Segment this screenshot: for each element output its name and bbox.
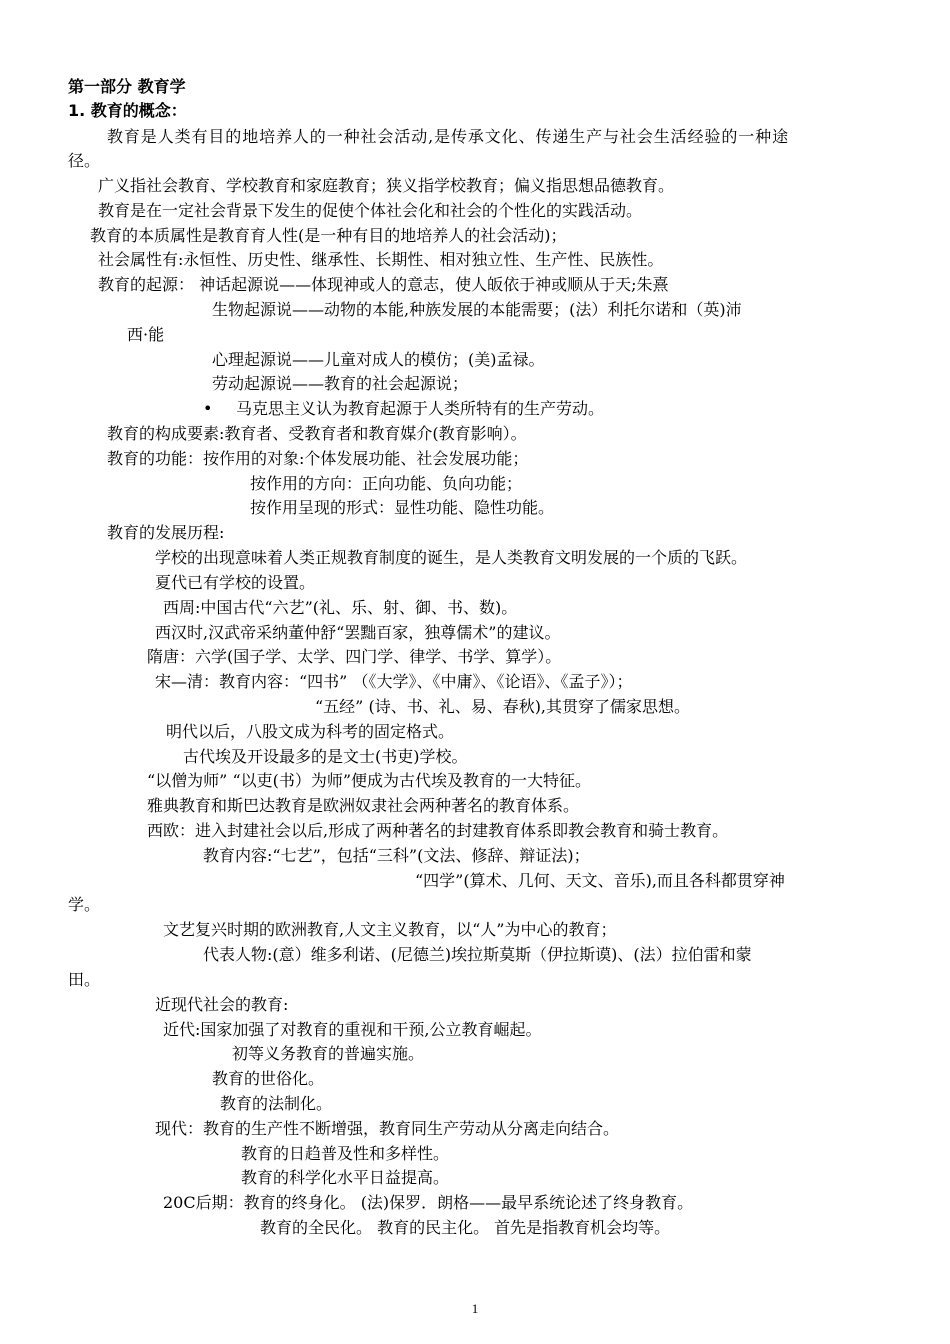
text-line: 教育的起源： 神话起源说——体现神或人的意志，使人皈依于神或顺从于天;朱熹	[98, 275, 669, 294]
text-line: 教育的日趋普及性和多样性。	[241, 1144, 450, 1163]
text-line: 教育的法制化。	[220, 1094, 333, 1113]
text-line: 近现代社会的教育:	[155, 995, 289, 1014]
text-line: 教育的功能：按作用的对象:个体发展功能、社会发展功能；	[107, 449, 529, 468]
text-line: 代表人物:(意）维多利诺、(尼德兰)埃拉斯莫斯（伊拉斯谟)、(法）拉伯雷和蒙	[203, 945, 752, 964]
part-title: 第一部分 教育学	[68, 77, 186, 96]
text-line: 教育的构成要素:教育者、受教育者和教育媒介(教育影响）。	[107, 424, 527, 443]
text-line: 西欧：进入封建社会以后,形成了两种著名的封建教育体系即教会教育和骑士教育。	[147, 821, 729, 840]
text-line: 20C后期：教育的终身化。 (法)保罗．朗格——最早系统论述了终身教育。	[163, 1193, 694, 1212]
text-line: 西汉时,汉武帝采纳董仲舒“罢黜百家，独尊儒术”的建议。	[155, 623, 561, 642]
text-line: 教育的世俗化。	[212, 1069, 325, 1088]
text-line: 学。	[68, 895, 101, 914]
text-line: 古代埃及开设最多的是文士(书吏)学校。	[183, 747, 468, 766]
text-line: 西·能	[127, 325, 165, 344]
text-line: 现代：教育的生产性不断增强，教育同生产劳动从分离走向结合。	[155, 1119, 620, 1138]
text-line: 西周:中国古代“六艺”(礼、乐、射、御、书、数)。	[163, 598, 518, 617]
text-line: “五经” (诗、书、礼、易、春秋),其贯穿了儒家思想。	[315, 697, 691, 716]
text-line: “以僧为师” “以吏(书）为师”便成为古代埃及教育的一大特征。	[147, 771, 592, 790]
text-line: 教育的科学化水平日益提高。	[241, 1168, 450, 1187]
text-line: 广义指社会教育、学校教育和家庭教育；狭义指学校教育；偏义指思想品德教育。	[98, 176, 675, 195]
text-line: 心理起源说——儿童对成人的模仿；(美)孟禄。	[212, 350, 545, 369]
text-line: 宋—清：教育内容：“四书” （《大学》、《中庸》、《论语》、《孟子》）；	[155, 672, 633, 691]
text-line: 教育内容:“七艺”，包括“三科”(文法、修辞、辩证法)；	[203, 846, 590, 865]
text-line: 田。	[68, 970, 101, 989]
text-line: 文艺复兴时期的欧洲教育,人文主义教育，以“人”为中心的教育；	[163, 920, 617, 939]
text-line: 劳动起源说——教育的社会起源说；	[212, 374, 469, 393]
text-line: 教育是人类有目的地培养人的一种社会活动,是传承文化、传递生产与社会生活经验的一种途	[107, 127, 789, 146]
text-line: 社会属性有:永恒性、历史性、继承性、长期性、相对独立性、生产性、民族性。	[98, 250, 664, 269]
text-line: 雅典教育和斯巴达教育是欧洲奴隶社会两种著名的教育体系。	[147, 796, 580, 815]
text-line: 教育的全民化。 教育的民主化。 首先是指教育机会均等。	[260, 1218, 671, 1237]
text-line: 按作用的方向：正向功能、负向功能；	[250, 474, 523, 493]
text-line: 教育的本质属性是教育育人性(是一种有目的地培养人的社会活动)；	[90, 226, 567, 245]
text-line: 生物起源说——动物的本能,种族发展的本能需要；(法）利托尔诺和（英)沛	[212, 300, 742, 319]
text-line: “四学”(算术、几何、天文、音乐),而且各科都贯穿神	[415, 871, 785, 890]
text-line: 近代:国家加强了对教育的重视和干预,公立教育崛起。	[163, 1020, 542, 1039]
text-line: 夏代已有学校的设置。	[155, 573, 316, 592]
text-line: 初等义务教育的普遍实施。	[232, 1044, 425, 1063]
text-line: 教育是在一定社会背景下发生的促使个体社会化和社会的个性化的实践活动。	[98, 201, 643, 220]
section-title: 1. 教育的概念：	[68, 101, 187, 120]
text-line: 隋唐：六学(国子学、太学、四门学、律学、书学、算学）。	[147, 647, 562, 666]
text-line: 径。	[68, 151, 101, 170]
text-line: 教育的发展历程:	[107, 523, 225, 542]
text-line: 按作用呈现的形式：显性功能、隐性功能。	[250, 498, 555, 517]
text-line: 明代以后，八股文成为科考的固定格式。	[166, 722, 455, 741]
page-number: 1	[471, 1301, 479, 1316]
text-line: 学校的出现意味着人类正规教育制度的诞生，是人类教育文明发展的一个质的飞跃。	[155, 548, 748, 567]
bullet-icon: •	[203, 399, 213, 418]
text-line: 马克思主义认为教育起源于人类所特有的生产劳动。	[236, 399, 605, 418]
